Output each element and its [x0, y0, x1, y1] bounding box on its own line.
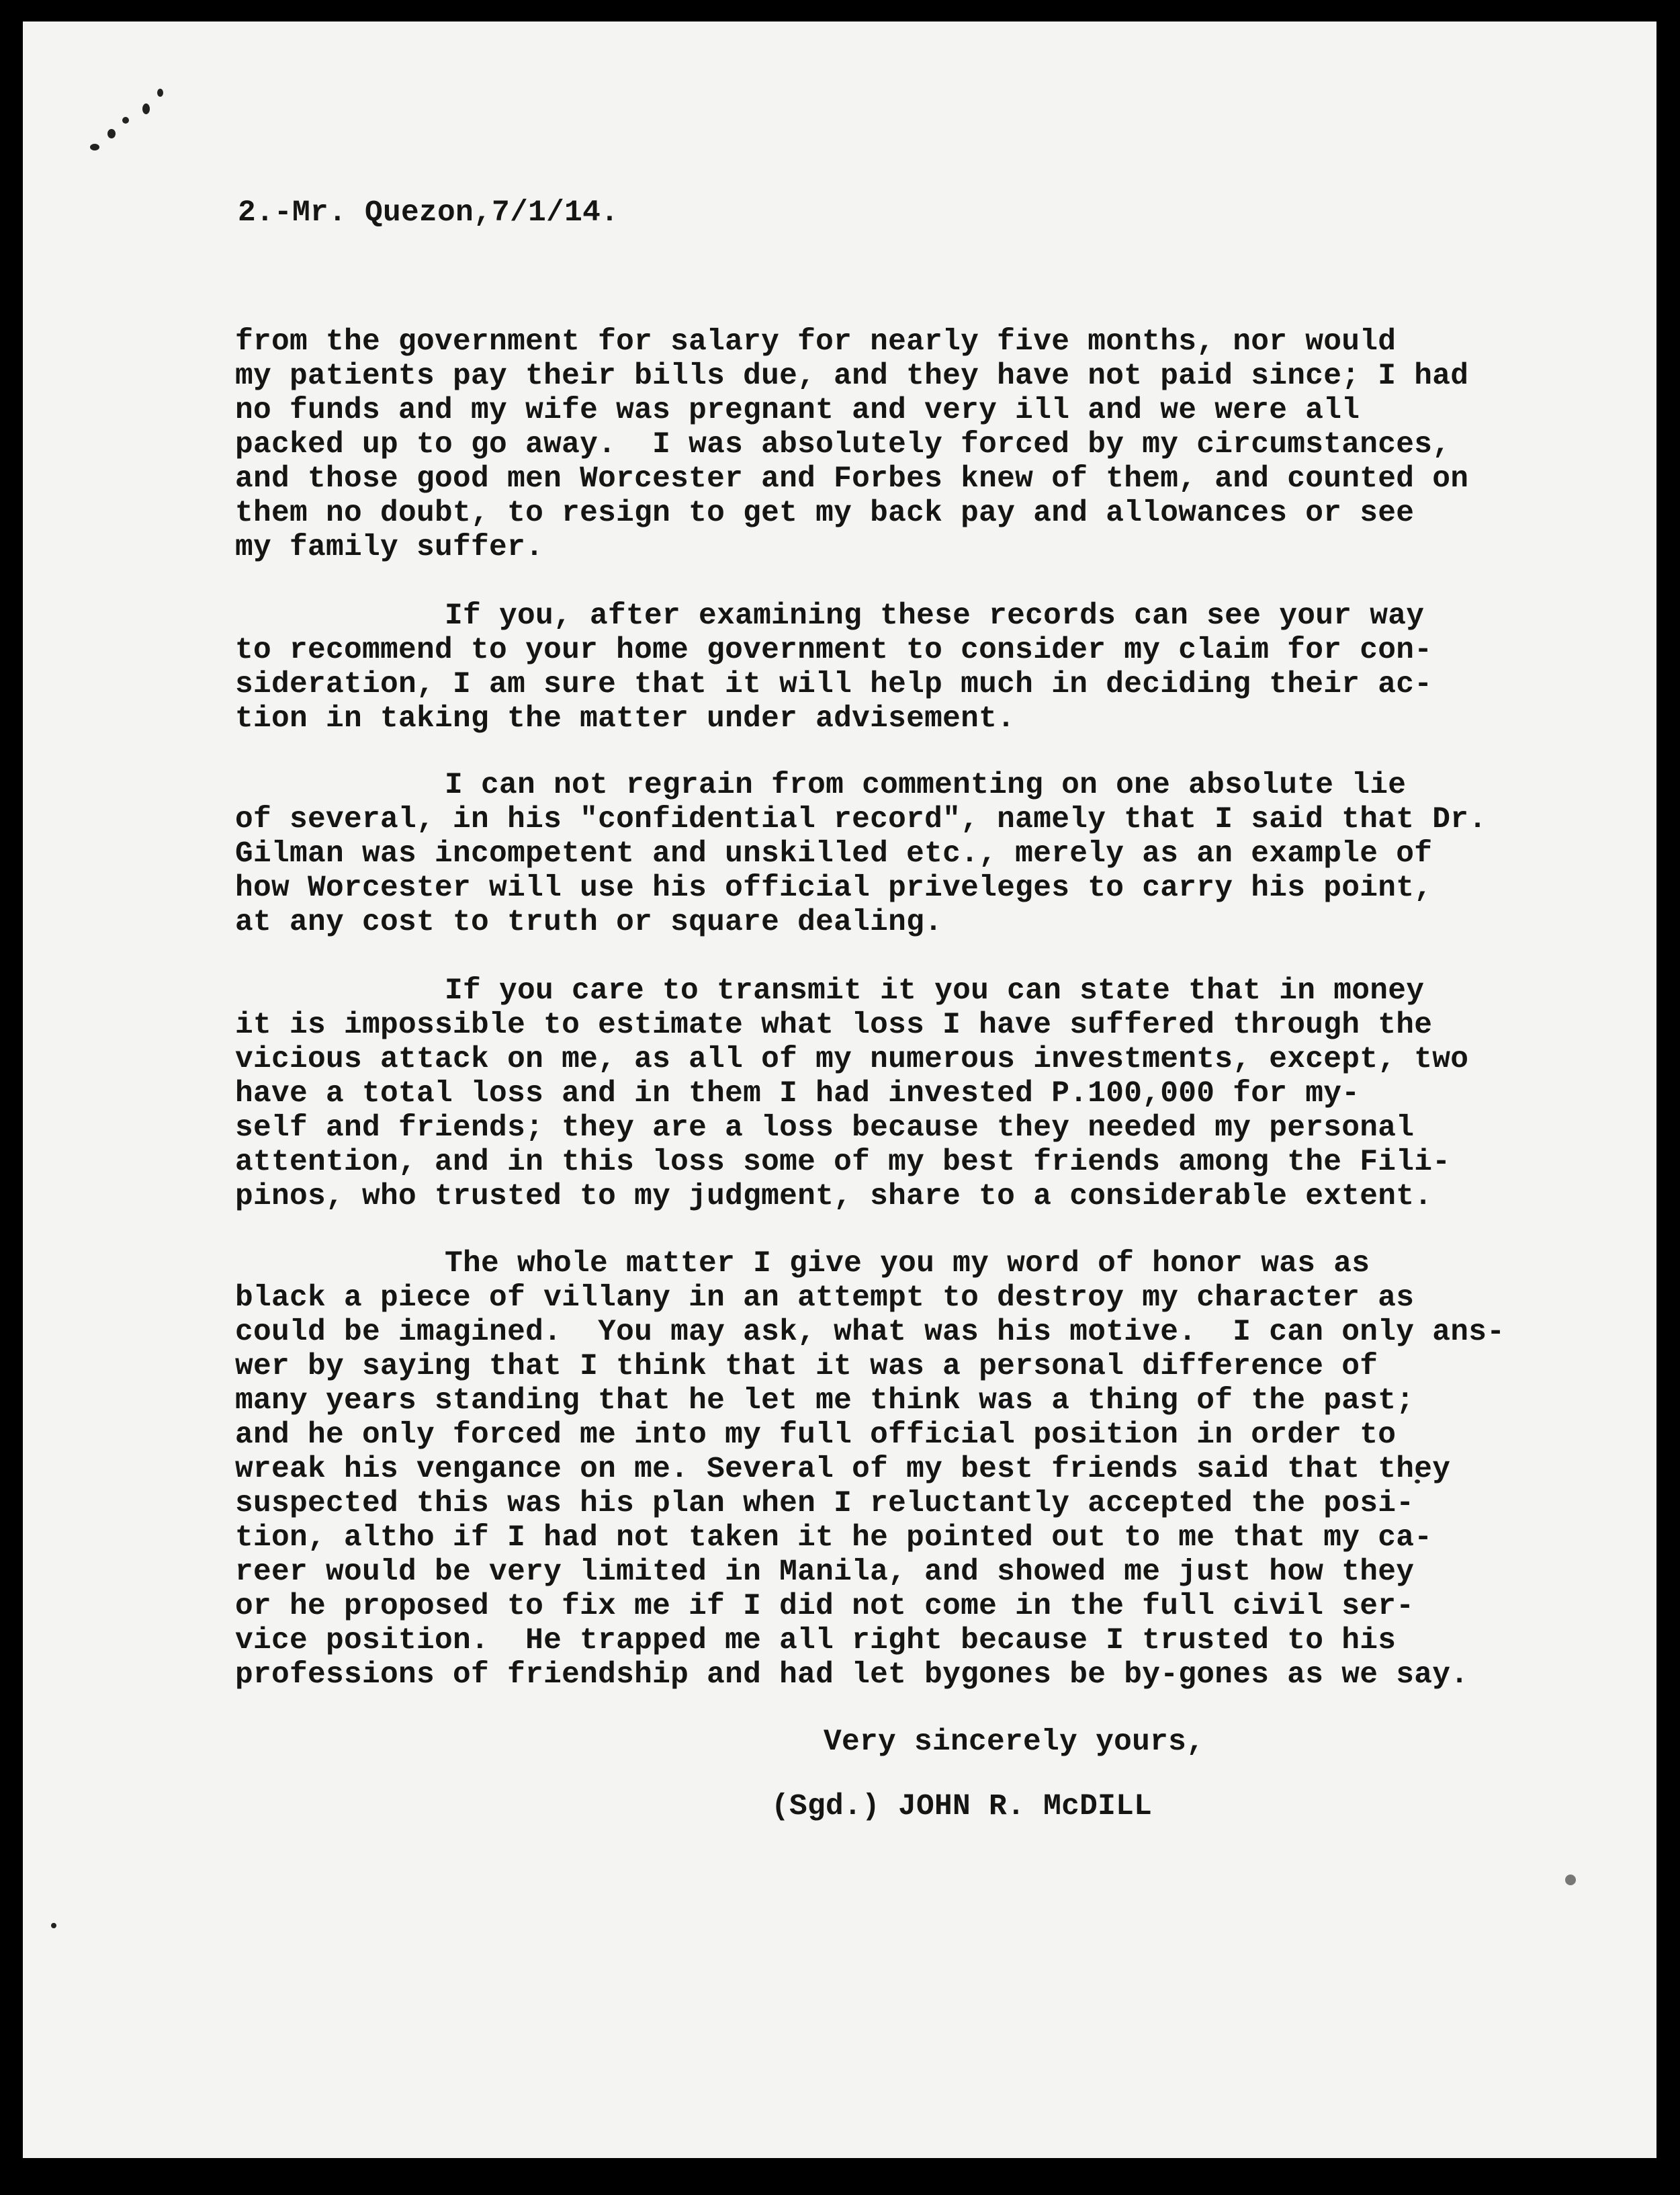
paragraph-5-line: professions of friendship and had let bygones be by-gones as we say.: [235, 1658, 1469, 1692]
paragraph-5-line: The whole matter I give you my word of honor was as: [445, 1247, 1370, 1281]
paragraph-5-line: tion, altho if I had not taken it he pointed out to me that my ca-: [235, 1521, 1433, 1555]
paragraph-3-line: Gilman was incompetent and unskilled etc., merely as an example of: [235, 837, 1433, 871]
paragraph-3-line: at any cost to truth or square dealing.: [235, 906, 943, 939]
paragraph-1-line: from the government for salary for nearly five months, nor would: [235, 325, 1397, 359]
paragraph-5-line: reer would be very limited in Manila, and showed me just how they: [235, 1555, 1415, 1589]
paragraph-2-line: If you, after examining these records can see your way: [445, 599, 1425, 633]
paragraph-4-line: it is impossible to estimate what loss I have suffered through the: [235, 1008, 1433, 1042]
paragraph-4-line: self and friends; they are a loss because they needed my personal: [235, 1111, 1415, 1145]
closing-line: Very sincerely yours,: [824, 1725, 1205, 1759]
letter-page: [23, 21, 1656, 2158]
paragraph-5-line: wreak his vengance on me. Several of my best friends said that they: [235, 1453, 1451, 1486]
paragraph-2-line: tion in taking the matter under advisement.: [235, 702, 1016, 736]
page-header: 2.-Mr. Quezon,7/1/14.: [238, 196, 619, 230]
paragraph-3-line: of several, in his "confidential record", namely that I said that Dr.: [235, 803, 1487, 836]
paragraph-1-line: no funds and my wife was pregnant and very ill and we were all: [235, 394, 1360, 427]
paragraph-3-line: I can not regrain from commenting on one absolute lie: [445, 769, 1407, 802]
paragraph-5-line: wer by saying that I think that it was a personal difference of: [235, 1350, 1378, 1383]
paragraph-5-line: many years standing that he let me think was a thing of the past;: [235, 1384, 1415, 1418]
paragraph-1-line: them no doubt, to resign to get my back pay and allowances or see: [235, 497, 1415, 530]
ink-speck: [122, 117, 129, 124]
paragraph-4-line: attention, and in this loss some of my best friends among the Fili-: [235, 1146, 1451, 1179]
paragraph-4-line: have a total loss and in them I had invested P.100,000 for my-: [235, 1077, 1360, 1111]
paragraph-4-line: If you care to transmit it you can state that in money: [445, 974, 1425, 1008]
ink-speck: [107, 129, 116, 138]
paragraph-1-line: my family suffer.: [235, 531, 544, 564]
paragraph-4-line: vicious attack on me, as all of my numerous investments, except, two: [235, 1043, 1469, 1076]
ink-speck: [51, 1923, 56, 1928]
ink-speck: [90, 144, 99, 150]
paragraph-1-line: packed up to go away. I was absolutely forced by my circumstances,: [235, 428, 1451, 462]
ink-speck: [142, 103, 150, 114]
paragraph-5-line: or he proposed to fix me if I did not come in the full civil ser-: [235, 1590, 1415, 1623]
signature-line: (Sgd.) JOHN R. McDILL: [771, 1790, 1153, 1823]
paragraph-3-line: how Worcester will use his official priveleges to carry his point,: [235, 871, 1433, 905]
paragraph-5-line: and he only forced me into my full official position in order to: [235, 1418, 1397, 1452]
paragraph-5-line: black a piece of villany in an attempt to destroy my character as: [235, 1281, 1415, 1315]
paragraph-5-line: vice position. He trapped me all right because I trusted to his: [235, 1624, 1397, 1658]
paragraph-4-line: pinos, who trusted to my judgment, share to a considerable extent.: [235, 1180, 1433, 1213]
paragraph-1-line: my patients pay their bills due, and they have not paid since; I had: [235, 359, 1469, 393]
paragraph-2-line: sideration, I am sure that it will help much in deciding their ac-: [235, 668, 1433, 701]
ink-speck: [157, 89, 163, 97]
paragraph-2-line: to recommend to your home government to consider my claim for con-: [235, 634, 1433, 667]
paragraph-5-line: could be imagined. You may ask, what was his motive. I can only ans-: [235, 1316, 1505, 1349]
paragraph-1-line: and those good men Worcester and Forbes knew of them, and counted on: [235, 462, 1469, 496]
ink-speck: [1565, 1875, 1576, 1885]
paragraph-5-line: suspected this was his plan when I reluctantly accepted the posi-: [235, 1487, 1415, 1520]
